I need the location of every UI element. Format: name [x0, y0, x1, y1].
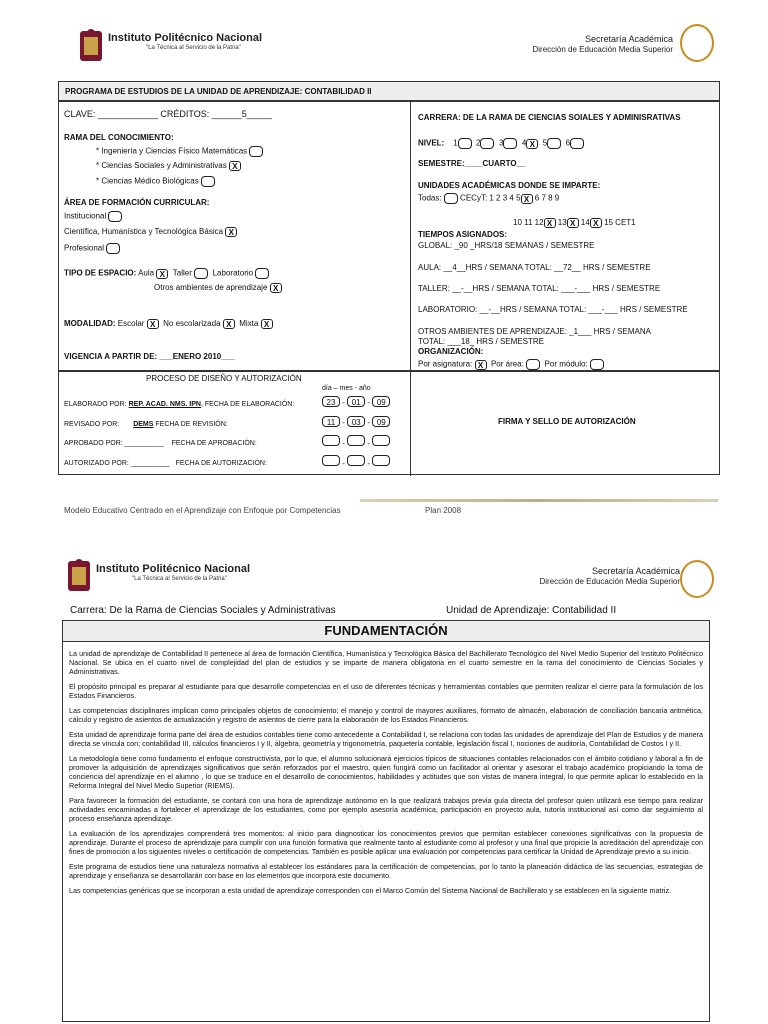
escolar-checkbox[interactable]: X: [147, 319, 159, 329]
nivel-checkbox[interactable]: [480, 138, 494, 149]
paragraph: Para favorecer la formación del estudiante, se contará con una hora de aprendizaje autónomo en la que realizará trabajos previa guía directa del profesor quien utilizará ese tiempo para realizar actividades encaminadas a fortalecer el aprendizaje de los estudiantes, como por ejemplo asesoría académica, participación en proyecto aula, tutoría institucional así como dar seguimiento al proceso enseñanza aprendizaje.: [69, 796, 703, 823]
revision-date: 11 - 03 - 09: [322, 416, 390, 428]
rama-title: RAMA DEL CONOCIMIENTO:: [64, 133, 174, 142]
unidades-title: UNIDADES ACADÉMICAS DONDE SE IMPARTE:: [418, 181, 601, 190]
todas-checkbox[interactable]: [444, 193, 458, 204]
paragraph: El propósito principal es preparar al estudiante para que desarrolle competencias en el uso de diferentes técnicas y herramientas contables que permiten realizar el cierre para la formulación de los Estados Financieros.: [69, 682, 703, 700]
fundamentacion-text: [63, 642, 709, 895]
cecyt-12-checkbox[interactable]: X: [544, 218, 556, 228]
paragraph: Esta unidad de aprendizaje forma parte del área de estudios contables tiene como antecedente a Contabilidad I, se relaciona con todas las unidades de aprendizaje del Plan de Estudios y de manera directa se vincula con; contabilidad III, cálculos financieros I y II, álgebra, geometría y trigonometría, paquetería contable, legislación fiscal I, nociones de auditoría, Contabilidad de Costos I y II.: [69, 730, 703, 748]
paragraph: La evaluación de los aprendizajes comprenderá tres momentos: al inicio para diagnosticar los conocimientos previos que permitan establecer conexiones significativas con la propuesta de aprendizaje. Durante el proceso de aprendizaje para cumplir con una función formativa que realmente tanto al estudiante como al profesor y una final que propicie la acreditación del aprendizaje con fines de promoción a los siguientes niveles o certificación de competencias. También es posible aplicar una evaluación por competencias para certificar la Unidad de Aprendizaje previo a su inicio.: [69, 829, 703, 856]
revisado-row: REVISADO POR: DEMS FECHA DE REVISIÓN:: [64, 421, 228, 428]
program-title-row: [58, 81, 720, 101]
area-checkbox[interactable]: [106, 243, 120, 254]
dems-seal-icon: [680, 24, 714, 62]
unidades-row2: 10 11 12 X 13 X 14 X 15 CET1: [513, 218, 636, 228]
area-checkbox[interactable]: X: [225, 227, 237, 237]
por-area-checkbox[interactable]: [526, 359, 540, 370]
day-box[interactable]: [322, 455, 340, 466]
organizacion-row: Por asignatura: X Por área: Por módulo:: [418, 359, 604, 370]
tiempo-aula: AULA: __4__HRS / SEMANA TOTAL: __72__ HRS / SEMESTRE: [418, 263, 651, 272]
area-item: Profesional: [64, 243, 120, 254]
carrera-title: CARRERA: DE LA RAMA DE CIENCIAS SOIALES Y ADMINISRATIVAS: [418, 113, 681, 122]
mixta-checkbox[interactable]: X: [261, 319, 273, 329]
cecyt-14-checkbox[interactable]: X: [590, 218, 602, 228]
cecyt-13-checkbox[interactable]: X: [567, 218, 579, 228]
proceso-title: PROCESO DE DISEÑO Y AUTORIZACIÓN: [146, 374, 302, 383]
nivel-row: NIVEL: 1 2 3 4 X 5 6: [418, 138, 584, 149]
ipn-logo-icon: [78, 27, 104, 63]
rama-checkbox[interactable]: [201, 176, 215, 187]
institution-motto: "La Técnica al Servicio de la Patria": [132, 576, 227, 582]
carrera-label: Carrera: De la Rama de Ciencias Sociales y Administrativas: [70, 605, 336, 616]
por-modulo-checkbox[interactable]: [590, 359, 604, 370]
tiempo-taller: TALLER: __-__HRS / SEMANA TOTAL: ___-___ HRS / SEMESTRE: [418, 284, 661, 293]
nivel-checkbox[interactable]: X: [526, 139, 538, 149]
secretaria-name: Secretaría Académica: [591, 566, 680, 576]
aula-checkbox[interactable]: X: [156, 269, 168, 279]
paragraph: La unidad de aprendizaje de Contabilidad II pertenece al área de formación Científica, Humanística y Tecnológica Básica del Bachillerato Tecnológico del Nivel Medio Superior del Instituto Politécnico Nacional. Se ubica en el cuarto nivel de complejidad del plan de estudios y se imparte de manera obligatoria en el cuarto semestre en la rama del conocimiento de Ciencias Sociales y Administrativas.: [69, 649, 703, 676]
footer-model: Modelo Educativo Centrado en el Aprendizaje con Enfoque por Competencias: [64, 506, 341, 515]
secretaria-name: Secretaría Académica: [584, 34, 673, 44]
secretaria-direction: Dirección de Educación Media Superior: [532, 45, 673, 54]
no-escolarizada-checkbox[interactable]: X: [223, 319, 235, 329]
rama-item: * Ciencias Médico Biológicas: [96, 176, 215, 187]
organizacion-title: ORGANIZACIÓN:: [418, 347, 484, 356]
modalidad: MODALIDAD: Escolar X No escolarizada X Mixta X: [64, 319, 273, 329]
year-box[interactable]: 09: [372, 396, 390, 407]
dems-seal-icon: [680, 560, 714, 598]
otros-checkbox[interactable]: X: [270, 283, 282, 293]
autorizado-row: AUTORIZADO POR: __________ FECHA DE AUTORIZACIÓN:: [64, 460, 267, 467]
month-box[interactable]: [347, 455, 365, 466]
footer-divider: [360, 499, 718, 502]
year-box[interactable]: [372, 455, 390, 466]
nivel-checkbox[interactable]: [458, 138, 472, 149]
year-box[interactable]: [372, 435, 390, 446]
tiempo-laboratorio: LABORATORIO: __-__HRS / SEMANA TOTAL: ___-___ HRS / SEMESTRE: [418, 305, 688, 314]
month-box[interactable]: [347, 435, 365, 446]
tiempo-global: GLOBAL: _90 _HRS/18 SEMANAS / SEMESTRE: [418, 241, 595, 250]
month-box[interactable]: 03: [347, 416, 365, 427]
elaborado-row: ELABORADO POR: REP. ACAD. NMS. IPN, FECHA DE ELABORACIÓN:: [64, 401, 295, 408]
day-box[interactable]: [322, 435, 340, 446]
por-asignatura-checkbox[interactable]: X: [475, 360, 487, 370]
month-box[interactable]: 01: [347, 396, 365, 407]
vigencia: VIGENCIA A PARTIR DE: ___ENERO 2010___: [64, 352, 235, 361]
ipn-logo-icon: [66, 557, 92, 593]
nivel-checkbox[interactable]: [503, 138, 517, 149]
area-item: Científica, Humanística y Tecnológica Básica X: [64, 227, 237, 237]
taller-checkbox[interactable]: [194, 268, 208, 279]
institution-name: Instituto Politécnico Nacional: [108, 32, 263, 44]
secretaria-direction: Dirección de Educación Media Superior: [539, 577, 680, 586]
tipo-espacio: TIPO DE ESPACIO: Aula X Taller Laboratorio: [64, 268, 269, 279]
institution-name: Instituto Politécnico Nacional: [96, 563, 251, 575]
paragraph: Este programa de estudios tiene una naturaleza normativa al establecer los estándares para la certificación de competencias, por lo tanto la planeación didáctica de las secuencias, estrategias de aprendizaje y enseñanza se desarrollarán con base en los elementos que incorpora este documento.: [69, 862, 703, 880]
firma-sello: FIRMA Y SELLO DE AUTORIZACIÓN: [498, 417, 636, 426]
area-checkbox[interactable]: [108, 211, 122, 222]
area-item: Institucional: [64, 211, 122, 222]
tiempo-otros-total: TOTAL: ___18_ HRS / SEMESTRE: [418, 337, 544, 346]
program-title: PROGRAMA DE ESTUDIOS DE LA UNIDAD DE APRENDIZAJE: CONTABILIDAD II: [65, 87, 372, 96]
institution-motto: "La Técnica al Servicio de la Patria": [146, 45, 241, 51]
tipo-otros: Otros ambientes de aprendizaje X: [154, 283, 282, 293]
clave-creditos: CLAVE: ____________ CRÉDITOS: ______5_____: [64, 109, 272, 119]
fundamentacion-box: [62, 620, 710, 1022]
dia-mes-ano: día – mes - año: [322, 385, 371, 392]
elaboracion-date: 23 - 01 - 09: [322, 396, 390, 408]
tiempos-title: TIEMPOS ASIGNADOS:: [418, 230, 508, 239]
rama-item: * Ciencias Sociales y Administrativas X: [96, 161, 241, 171]
footer-plan: Plan 2008: [425, 506, 462, 515]
rama-checkbox[interactable]: X: [229, 161, 241, 171]
paragraph: La metodología tiene como fundamento el enfoque constructivista, por lo que, el alumno solucionará ejercicios típicos de situaciones contables relacionados con el ámbito cotidiano y laboral a fin de promover la adquisición de aprendizajes significativos que serán reforzados por el maestro, quien fungirá como un facilitador al orientar y asesorar el trabajo académico propiciando la toma de conciencia del aprendizaje en el alumno , lo que se traduce en el desarrollo de conocimientos, habilidades y actitudes que son vistas de manera integral, lo que permite aplicar lo establecido en la Reforma Integral del Nivel Medio Superior (RIEMS).: [69, 754, 703, 790]
laboratorio-checkbox[interactable]: [255, 268, 269, 279]
section-title: FUNDAMENTACIÓN: [63, 621, 709, 642]
aprobacion-date: - -: [322, 435, 390, 449]
cecyt-checkbox[interactable]: X: [521, 194, 533, 204]
autorizacion-date: - -: [322, 455, 390, 469]
year-box[interactable]: 09: [372, 416, 390, 427]
day-box[interactable]: 11: [322, 416, 340, 427]
semestre: SEMESTRE:____CUARTO__: [418, 159, 526, 168]
rama-checkbox[interactable]: [249, 146, 263, 157]
paragraph: Las competencias genéricas que se incorporan a esta unidad de aprendizaje corresponden con el Marco Común del Sistema Nacional de Bachillerato y se establecen en la siguiente matriz.: [69, 886, 672, 895]
tiempo-otros: OTROS AMBIENTES DE APRENDIZAJE: _1___ HRS / SEMANA: [418, 327, 651, 336]
day-box[interactable]: 23: [322, 396, 340, 407]
unidad-label: Unidad de Aprendizaje: Contabilidad II: [446, 605, 617, 616]
paragraph: Las competencias disciplinares implican como principales objetos de conocimiento; el manejo y control de mayores auxiliares, formato de almacén, elaboración de conciliación bancaria aritmética, cálculo y registro de asientos de actualización y registro de asientos de cierre para la elaboración de los Estados Financieros.: [69, 706, 703, 724]
area-title: ÁREA DE FORMACIÓN CURRICULAR:: [64, 198, 210, 207]
unidades-row1: Todas: CECyT: 1 2 3 4 5 X 6 7 8 9: [418, 193, 560, 204]
rama-item: * Ingeniería y Ciencias Físico Matemáticas: [96, 146, 263, 157]
nivel-checkbox[interactable]: [547, 138, 561, 149]
aprobado-row: APROBADO POR: __________ FECHA DE APROBACIÓN:: [64, 440, 257, 447]
nivel-checkbox[interactable]: [570, 138, 584, 149]
